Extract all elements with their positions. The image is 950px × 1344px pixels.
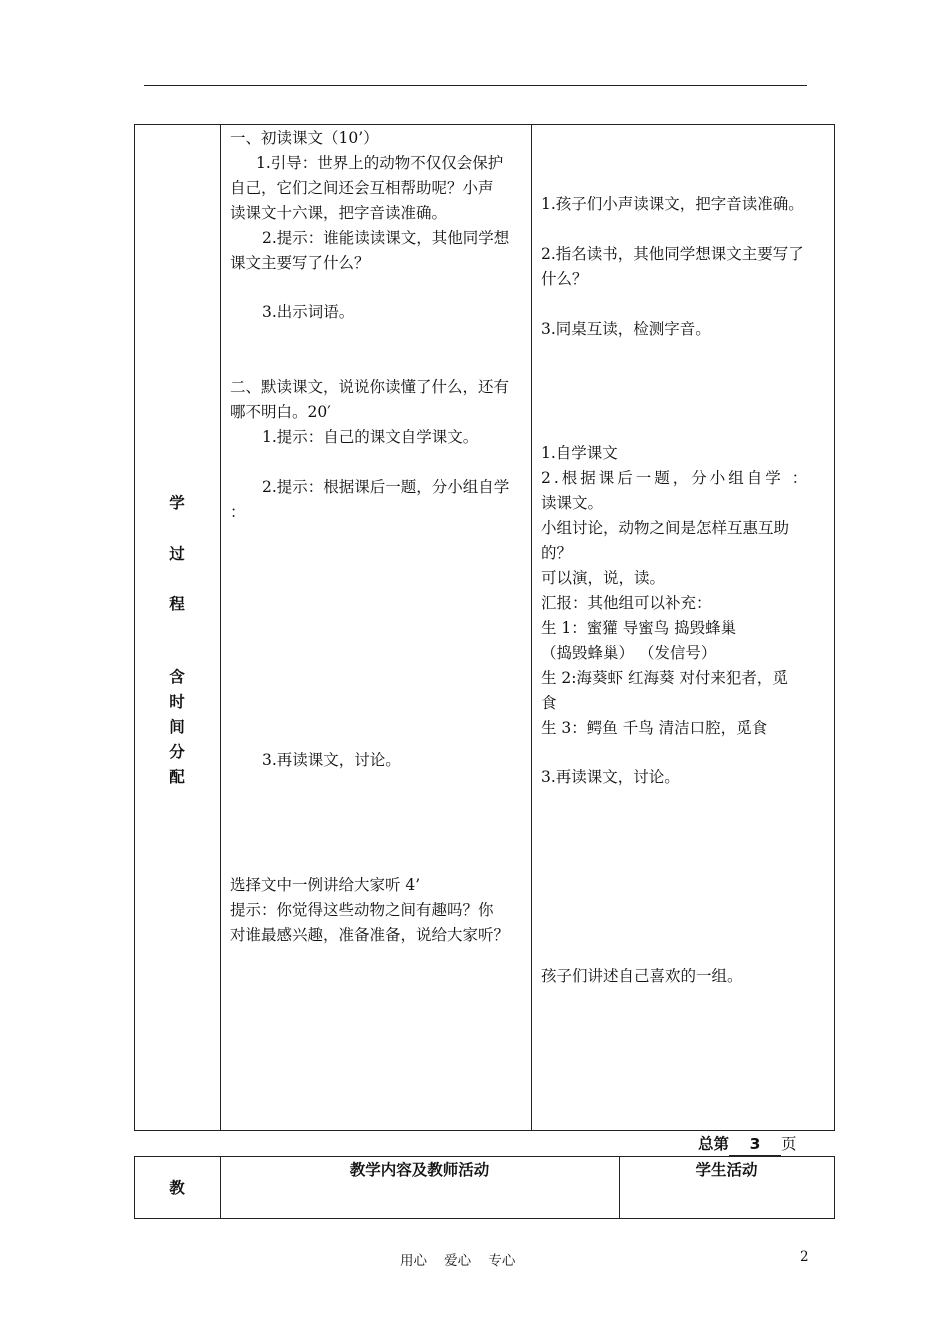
next-table-top-border: [134, 1156, 835, 1157]
section-label-char: 含: [169, 668, 185, 686]
page-counter-number: 3: [729, 1133, 781, 1156]
student-line: 1.自学课文: [541, 444, 618, 462]
next-table-bottom-border: [134, 1218, 835, 1219]
table-right-border: [834, 124, 835, 1131]
teacher-line: 1.引导：世界上的动物不仅仅会保护: [256, 154, 504, 172]
teacher-line: 1.提示：自己的课文自学课文。: [262, 428, 479, 446]
teacher-line: 3.再读课文，讨论。: [262, 751, 401, 769]
page-counter-prefix: 总第: [698, 1135, 730, 1153]
next-table-label: 教: [169, 1179, 185, 1197]
header-rule: [144, 85, 807, 86]
footer-page-number: 2: [800, 1249, 809, 1265]
next-table-right-border: [834, 1156, 835, 1219]
section-label-char: 过: [169, 545, 185, 563]
student-line: 生 1：蜜獾 导蜜鸟 捣毁蜂巢: [541, 619, 737, 637]
student-line: 2.指名读书，其他同学想课文主要写了: [541, 245, 804, 263]
teacher-line: 二、默读课文，说说你读懂了什么，还有: [230, 378, 510, 396]
table-bottom-border: [134, 1130, 835, 1131]
teacher-line: 对谁最感兴趣，准备准备，说给大家听？: [230, 926, 510, 944]
footer-motto: 用心 爱心 专心: [400, 1253, 516, 1269]
student-line: 孩子们讲述自己喜欢的一组。: [541, 967, 743, 985]
student-line: （捣毁蜂巢） （发信号）: [541, 644, 717, 662]
section-label-char: 程: [169, 595, 185, 613]
table-divider-1: [220, 124, 221, 1131]
table-top-border: [134, 124, 835, 125]
student-line: 生 3：鳄鱼 千鸟 清洁口腔，觅食: [541, 719, 768, 737]
teacher-line: 2.提示：谁能读读课文，其他同学想: [262, 229, 510, 247]
student-line: 食: [541, 694, 557, 712]
next-table-header-student: 学生活动: [695, 1161, 758, 1179]
student-line: 生 2:海葵虾 红海葵 对付来犯者，觅: [541, 669, 788, 687]
teacher-line: 自己，它们之间还会互相帮助呢？小声: [230, 179, 494, 197]
student-line: 3.同桌互读，检测字音。: [541, 320, 711, 338]
teacher-line: ：: [230, 503, 246, 521]
student-line: 小组讨论，动物之间是怎样互惠互助: [541, 519, 790, 537]
page-counter: [698, 1133, 797, 1156]
section-label-char: 间: [169, 718, 185, 736]
student-line: 1.孩子们小声读课文，把字音读准确。: [541, 195, 804, 213]
section-label-char: 配: [169, 768, 185, 786]
teacher-line: 提示：你觉得这些动物之间有趣吗？你: [230, 901, 494, 919]
teacher-line: 2.提示：根据课后一题，分小组自学: [262, 478, 510, 496]
student-line: 汇报：其他组可以补充：: [541, 594, 712, 612]
student-line: 可以演，说，读。: [541, 569, 666, 587]
section-label-char: 时: [169, 693, 185, 711]
section-label-char: 分: [169, 743, 185, 761]
student-line: 的？: [541, 544, 573, 562]
student-line: 3.再读课文，讨论。: [541, 768, 680, 786]
teacher-line: 3.出示词语。: [262, 303, 355, 321]
teacher-line: 一、初读课文（10’）: [230, 129, 379, 147]
teacher-line: 课文主要写了什么？: [230, 254, 370, 272]
teacher-line: 读课文十六课，把字音读准确。: [230, 204, 448, 222]
page-counter-suffix: 页: [781, 1135, 797, 1153]
table-left-border: [134, 124, 135, 1131]
table-divider-2: [531, 124, 532, 1131]
student-line: 什么？: [541, 270, 588, 288]
student-line: 读课文。: [541, 494, 604, 512]
teacher-line: 哪不明白。20′: [230, 403, 331, 421]
next-table-header-teacher: 教学内容及教师活动: [349, 1161, 490, 1179]
teacher-line: 选择文中一例讲给大家听 4’: [230, 876, 421, 894]
section-label-char: 学: [169, 494, 185, 512]
student-line: 2.根据课后一题，分小组自学 ：: [541, 469, 811, 487]
